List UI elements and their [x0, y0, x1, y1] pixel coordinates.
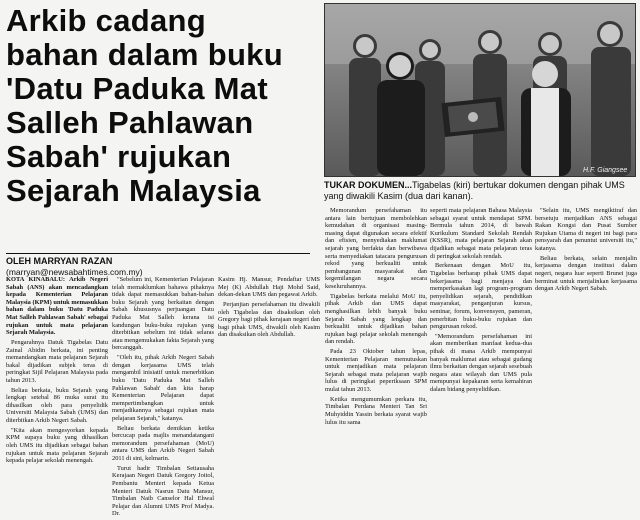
article-column-3: [218, 276, 320, 341]
caption-text: Tigabelas (kiri) bertukar dokumen dengan pihak UMS yang diwakili Kasim (dua dari kanan).: [324, 180, 625, 201]
headline-line: Salleh Pahlawan: [6, 105, 254, 140]
headline-line: Arkib cadang: [6, 3, 206, 38]
article-paragraph: Memorandum persefahaman itu antara lain bertujuan membolehkan kemudahan di organisasi masing-masing dapat digunakan secara efektif dan efisien, menyediakan maklumat sejarah yang berfakta dan berwibawa serta menyediakan tatacara pengurusan rekod yang berkualiti untuk pembangunan masyarakat dan kegemilangan negara secara keseluruhannya.: [325, 207, 427, 290]
article-paragraph: "Oleh itu, pihak Arkib Negeri Sabah dengan kerjasama UMS telah mengambil inisiatif untuk menerbitkan buku 'Datu Paduka Mat Salleh Pahlawan Sabah' dan kita harap Kementerian Pelajaran dapat mempertimbangkan untuk menjadikannya sebagai rujukan mata pelajaran Sejarah," katanya.: [112, 354, 214, 422]
byline: [6, 253, 316, 277]
article-column-5: [430, 207, 532, 396]
article-column-1: [6, 276, 108, 467]
article-paragraph: Kasim Hj. Mansur, Pendaftar UMS Mej (K) Abdullah Haji Mohd Said, dekan-dekan UMS dan pegawai Arkib.: [218, 276, 320, 299]
article-paragraph: "Kita akan mengesyorkan kepada KPM supaya buku yang dihasilkan oleh UMS itu dijadikan sebagai bahan rujukan untuk mata pelajaran Sejarah kepada pelajar sekolah menengah.: [6, 426, 108, 465]
article-paragraph: Ketika mengumumkan perkara itu, Timbalan Perdana Menteri Tan Sri Muhyiddin Yassin berkata syarat wajib lulus itu sama: [325, 395, 427, 426]
headline-line: Sabah' rujukan: [6, 139, 232, 174]
article-paragraph: Perjanjian persefahaman itu diwakili oleh Tigabelas dan disaksikan oleh Gregory bagi pihak kerajaan negeri dan bagi pihak UMS, diwakili oleh Kasim dan disaksikan oleh Abdullah.: [218, 300, 320, 339]
article-paragraph: KOTA KINABALU: Arkib Negeri Sabah (ANS) akan mencadangkan kepada Kementerian Pelajaran Malaysia (KPM) untuk memasukkan bahan dalam buku 'Datu Paduka Mat Salleh Pahlawan Sabah' sebagai rujukan untuk mata pelajaran Sejarah Malaysia.: [6, 276, 108, 337]
article-paragraph: Beliau berkata, selain menjalin kerjasama dengan institusi dalam negeri, negara luar seperti Brunei juga berminat untuk menjalinkan kerjasama dengan Arkib Negeri Sabah.: [535, 254, 637, 293]
article-paragraph: seperti mata pelajaran Bahasa Malaysia sebagai syarat untuk mendapat SPM. Bermula tahun 2014, di bawah Kurikulum Standard Sekolah Rendah (KSSR), mata pelajaran Sejarah akan dijadikan sebagai mata pelajaran teras di peringkat sekolah rendah.: [430, 207, 532, 260]
article-column-4: [325, 207, 427, 428]
article-paragraph: Berkenaan dengan MoU itu, Tigabelas berharap pihak UMS dapat bekerjasama bagi menjaya dan memperkasakan lagi program-program penyelidikan sejarah, pendidikan masyarakat, penganjuran kursus, seminar, forum, konvensyen, pameran, penerbitan buku-buku rujukan dan pengurusan rekod.: [430, 262, 532, 331]
byline-divider: [6, 253, 310, 254]
article-paragraph: "Sebelum ini, Kementerian Pelajaran telah memaklumkan bahawa pihaknya tidak dapat memasukkan bahan-bahan buku Sejarah yang berkaitan dengan Sabah khususnya perjuangan Datu Paduka Mat Salleh kerana isi kandungan buku-buku rujukan yang diterbitkan sebelum ini tidak selaras atau mengemukakan fakta Sejarah yang bercanggah.: [112, 276, 214, 352]
article-column-6: [535, 207, 637, 295]
article-paragraph: Tigabelas berkata melalui MoU itu, pihak Arkib dan UMS dapat menghasilkan lebih banyak buku Sejarah Sabah yang lengkap dan berkualiti untuk dijadikan bahan rujukan bagi pelajar sekolah menengah dan rendah.: [325, 292, 427, 346]
article-paragraph: Pengarahnya Datuk Tigabelas Datu Zainal Abidin berkata, ini penting memandangkan mata pelajaran Sejarah bakal dijadikan subjek teras di peringkat Sijil Pelajaran Malaysia pada tahun 2013.: [6, 338, 108, 384]
article-paragraph: "Selain itu, UMS mengiktiraf dan bersetuju menjadikan ANS sebagai Rakan Kongsi dan Pusat Sumber Rujukan Utama di negeri ini bagi para pensyarah dan penuntut universiti itu," katanya.: [535, 207, 637, 252]
article-paragraph: Beliau berkata, buku Sejarah yang lengkap setebal 86 muka surat itu dihasilkan oleh para penyelidik Universiti Malaysia Sabah (UMS) dan diterbitkan Arkib Negeri Sabah.: [6, 386, 108, 425]
photo-caption: [324, 180, 636, 202]
article-paragraph: Pada 23 Oktober tahun lepas, Kementerian Pelajaran memutuskan untuk menjadikan mata pelajaran Sejarah sebagai mata pelajaran wajib lulus di peringkat peperiksaan SPM mulai tahun 2013.: [325, 348, 427, 394]
byline-email: (marryan@newsabahtimes.com.my): [6, 267, 143, 277]
photo-illustration: [325, 4, 635, 176]
photo-credit: H.F. Giangsee: [583, 167, 628, 174]
headline-line: Sejarah Malaysia: [6, 173, 261, 208]
byline-name: OLEH MARRYAN RAZAN: [6, 256, 113, 266]
article-column-2: [112, 276, 214, 520]
article-paragraph: "Memorandum persefahaman ini akan memberikan manfaat kedua-dua pihak di mana Arkib mempunyai banyak maklumat atau sebagai gudang ilmu berkaitan dengan sejarah sesebuah negara atau wilayah dan UMS pula mempunyai kepakaran serta kemahiran dalam bidang penyelidikan.: [430, 332, 532, 394]
headline: [6, 4, 318, 208]
article-paragraph: Turut hadir Timbalan Setiausaha Kerajaan Negeri Datuk Gregory Joitol, Pembantu Menteri kepada Ketua Menteri Datuk Nasrun Datu Mansur, Timbalan Naib Canselor Hal Ehwal Pelajar dan Alumni UMS Prof Madya. Dr.: [112, 464, 214, 518]
headline-line: 'Datu Paduka Mat: [6, 71, 268, 106]
caption-lead: TUKAR DOKUMEN...: [324, 180, 412, 190]
news-photo: [324, 3, 636, 177]
headline-line: bahan dalam buku: [6, 37, 283, 72]
article-paragraph: Beliau berkata demikian ketika bercucap pada majlis menandatangani memorandum persefahaman (MoU) antara UMS dan Arkib Negeri Sabah 2011 di sini, kelmarin.: [112, 424, 214, 463]
